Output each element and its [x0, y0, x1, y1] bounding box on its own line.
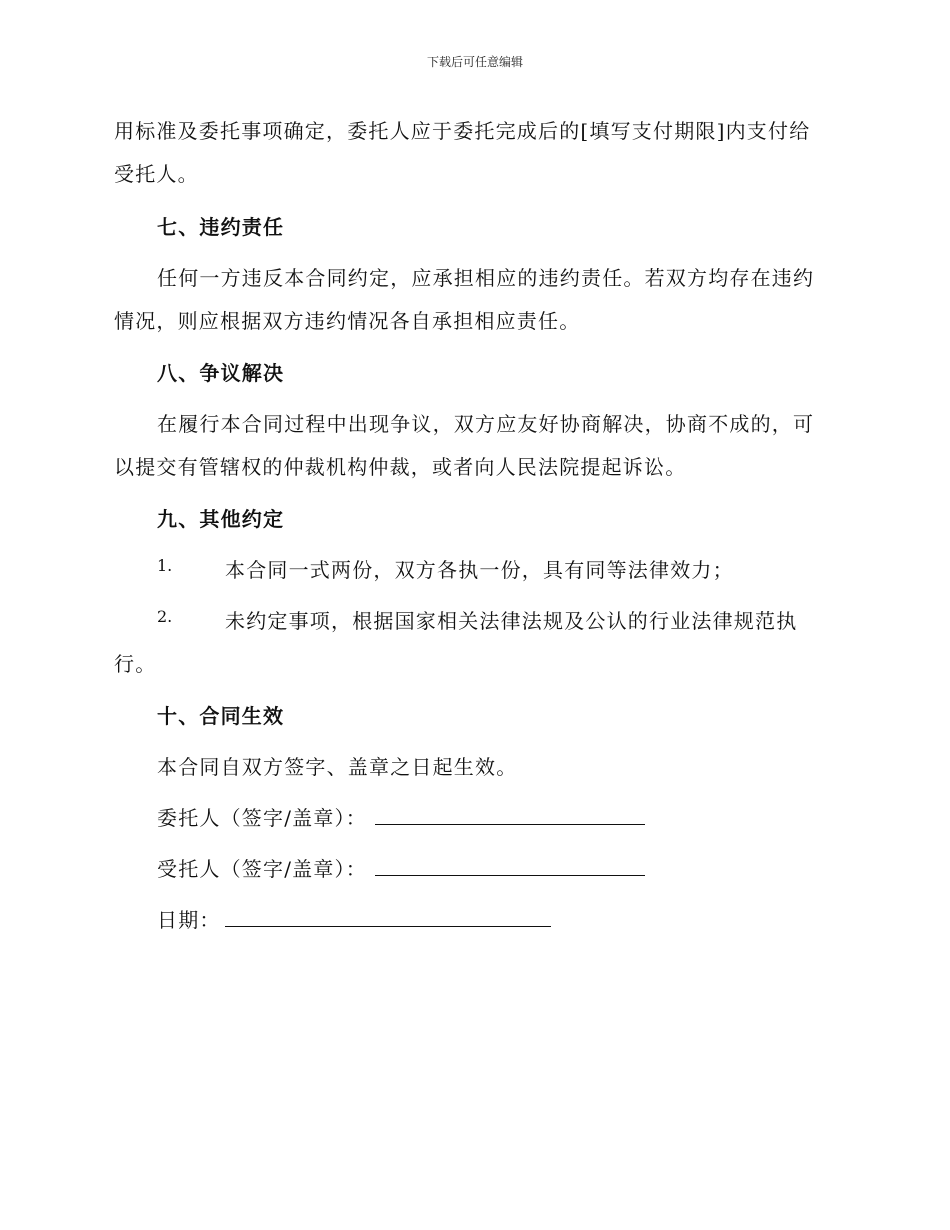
- signature-agent-blank[interactable]: [375, 855, 645, 876]
- signature-date-blank[interactable]: [225, 906, 551, 927]
- section-heading-effect: 十、合同生效: [157, 704, 285, 728]
- signature-agent-label: 受托人（签字/盖章）：: [157, 857, 367, 881]
- page-header: 下载后可任意编辑: [426, 55, 523, 69]
- paragraph-dispute-line-1: 在履行本合同过程中出现争议，双方应友好协商解决，协商不成的，可: [157, 412, 815, 436]
- list-item-text-2-continued: 行。: [114, 652, 157, 676]
- signature-principal: [157, 802, 645, 831]
- list-item-text-2: 未约定事项，根据国家相关法律法规及公认的行业法律规范执: [225, 609, 798, 633]
- section-heading-other: 九、其他约定: [157, 507, 285, 531]
- section-heading-dispute: 八、争议解决: [157, 361, 285, 385]
- list-item-number-2: 2.: [157, 607, 173, 626]
- signature-principal-label: 委托人（签字/盖章）：: [157, 806, 367, 830]
- paragraph-payment-line-2: 受托人。: [114, 162, 199, 186]
- signature-date: [157, 904, 551, 933]
- paragraph-effect: 本合同自双方签字、盖章之日起生效。: [157, 755, 518, 779]
- signature-agent: [157, 853, 645, 882]
- signature-principal-blank[interactable]: [375, 804, 645, 825]
- signature-date-label: 日期：: [157, 908, 221, 932]
- paragraph-breach-line-2: 情况，则应根据双方违约情况各自承担相应责任。: [114, 309, 581, 333]
- paragraph-payment-line-1: 用标准及委托事项确定，委托人应于委托完成后的[填写支付期限]内支付给: [114, 119, 811, 143]
- paragraph-dispute-line-2: 以提交有管辖权的仲裁机构仲裁，或者向人民法院提起诉讼。: [114, 455, 687, 479]
- list-item-number-1: 1.: [157, 556, 173, 575]
- list-item-text-1: 本合同一式两份，双方各执一份，具有同等法律效力；: [225, 558, 734, 582]
- paragraph-breach-line-1: 任何一方违反本合同约定，应承担相应的违约责任。若双方均存在违约: [157, 266, 815, 290]
- section-heading-breach: 七、违约责任: [157, 215, 285, 239]
